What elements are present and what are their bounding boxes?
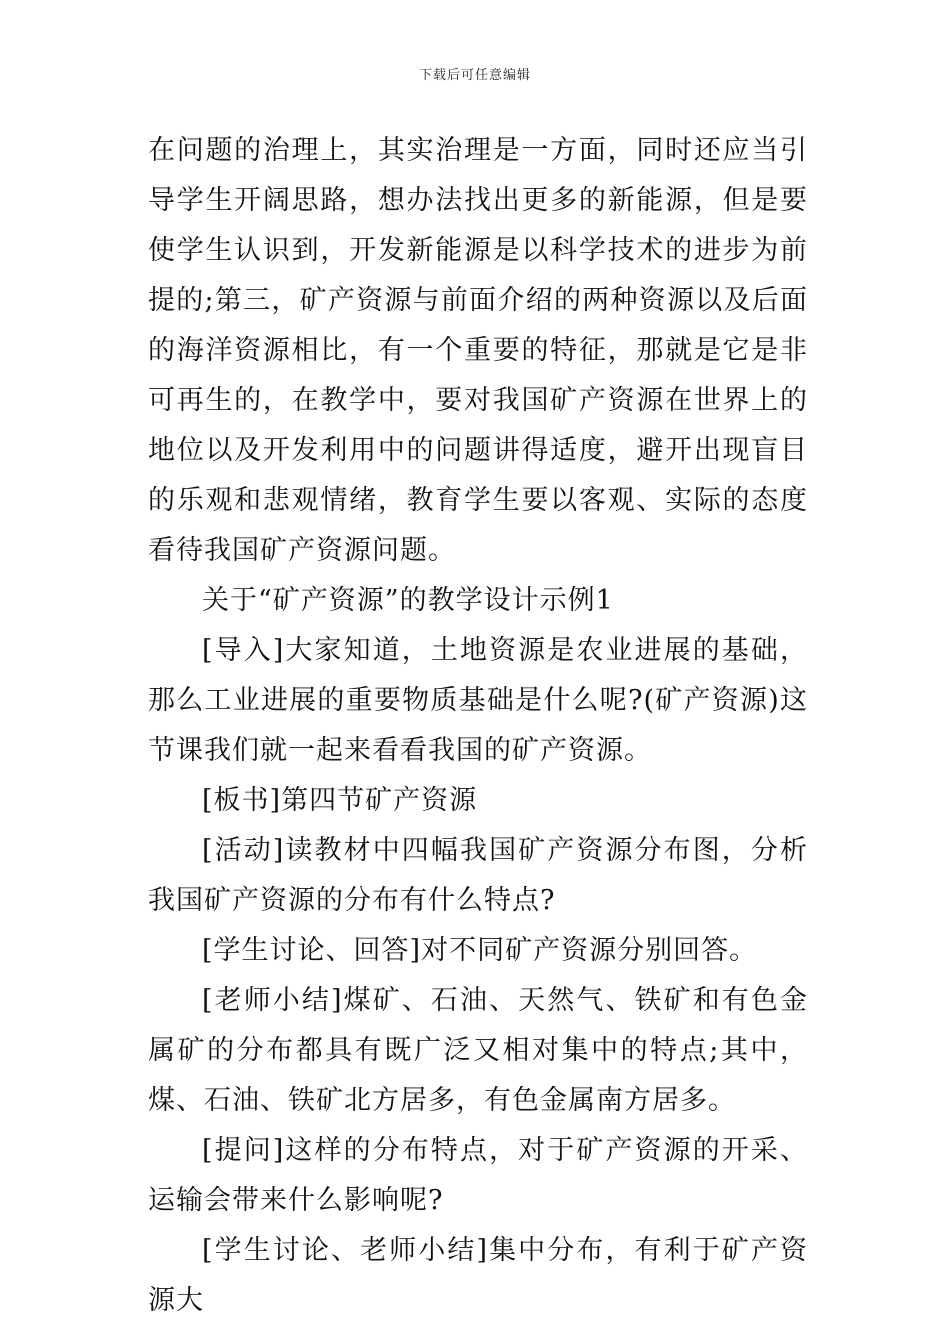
section-title: 关于“矿产资源”的教学设计示例1 (202, 585, 614, 616)
paragraph-blackboard: [板书]第四节矿产资源 (202, 785, 478, 816)
page-header: 下载后可任意编辑 (418, 68, 531, 83)
paragraph-continuation: 在问题的治理上，其实治理是一方面，同时还应当引导学生开阔思路，想办法找出更多的新能源，但是要使学生认识到，开发新能源是以科学技术的进步为前提的;第三，矿产资源与前面介绍的两种资源以及后面的海洋资源相比，有一个重要的特征，那就是它是非可再生的，在教学中，要对我国矿产资源在世界上的地位以及开发利用中的问题讲得适度，避开出现盲目的乐观和悲观情绪，教育学生要以客观、实际的态度看待我国矿产资源问题。 (148, 135, 808, 566)
paragraph-intro: [导入]大家知道，土地资源是农业进展的基础，那么工业进展的重要物质基础是什么呢?(矿产资源)这节课我们就一起来看看我国的矿产资源。 (148, 635, 808, 766)
document-body (148, 126, 808, 1326)
paragraph-discussion: [学生讨论、老师小结]集中分布，有利于矿产资源大 (148, 1235, 808, 1316)
paragraph-question: [提问]这样的分布特点，对于矿产资源的开采、运输会带来什么影响呢? (148, 1135, 808, 1216)
paragraph-student-answer: [学生讨论、回答]对不同矿产资源分别回答。 (202, 935, 758, 966)
paragraph-activity: [活动]读教材中四幅我国矿产资源分布图，分析我国矿产资源的分布有什么特点? (148, 835, 808, 916)
paragraph-teacher-summary: [老师小结]煤矿、石油、天然气、铁矿和有色金属矿的分布都具有既广泛又相对集中的特点;其中，煤、石油、铁矿北方居多，有色金属南方居多。 (148, 985, 808, 1116)
